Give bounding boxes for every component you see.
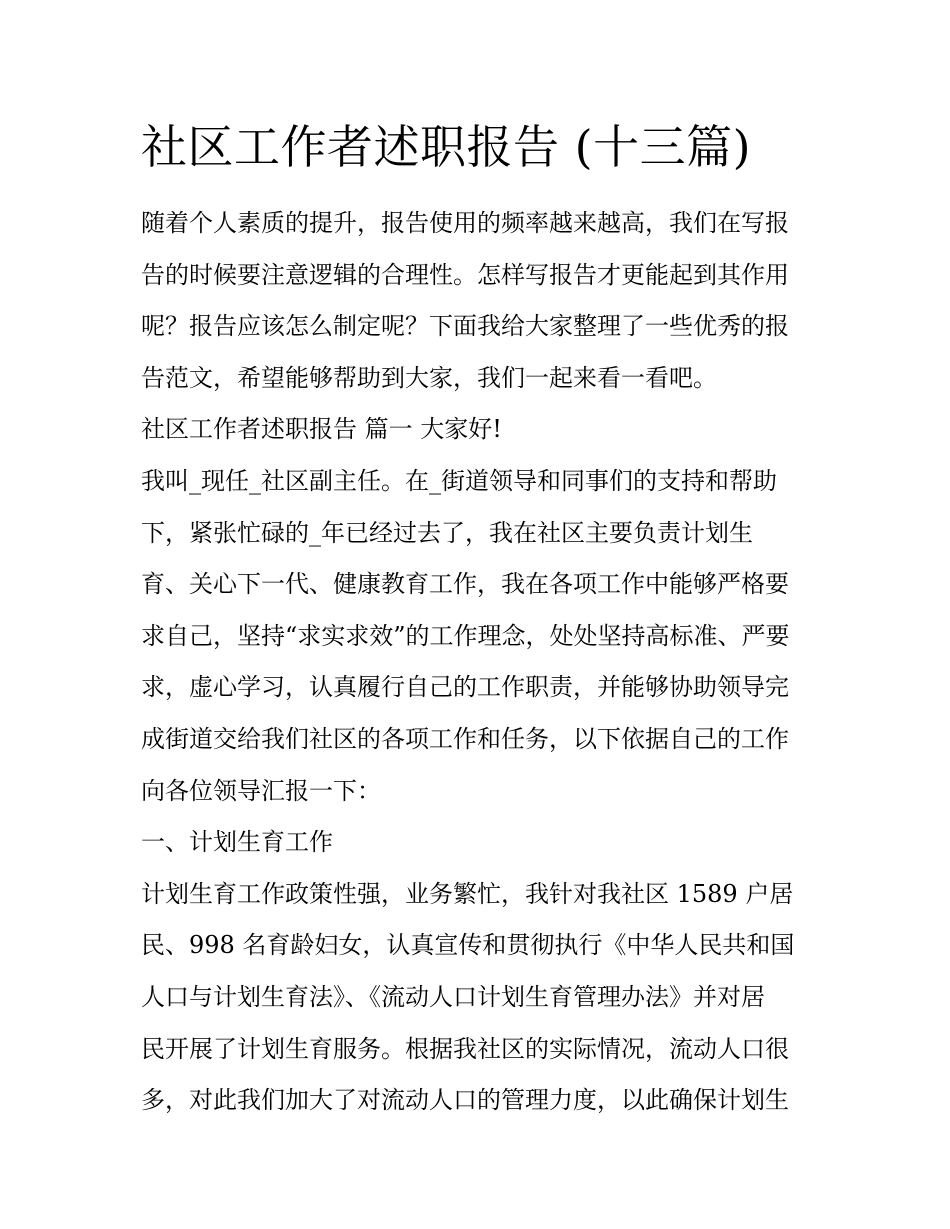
body-line: 求自己，坚持“求实求效”的工作理念，处处坚持高标准、严要 (141, 621, 790, 650)
body-line: 成街道交给我们社区的各项工作和任务，以下依据自己的工作 (141, 724, 789, 753)
body-line: 人口与计划生育法》、《流动人口计划生育管理办法》并对居 (141, 982, 765, 1011)
body-line: 求，虚心学习，认真履行自己的工作职责，并能够协助领导完 (141, 673, 789, 702)
body-line: 告范文，希望能够帮助到大家，我们一起来看一看吧。 (141, 363, 717, 392)
document-title: 社区工作者述职报告 (十三篇) (141, 120, 752, 174)
body-line: 我叫_现任_社区副主任。在_街道领导和同事们的支持和帮助 (141, 466, 777, 495)
body-line: 民、998 名育龄妇女，认真宣传和贯彻执行《中华人民共和国 (141, 931, 795, 960)
body-line: 告的时候要注意逻辑的合理性。怎样写报告才更能起到其作用 (141, 260, 789, 289)
body-line: 向各位领导汇报一下： (141, 776, 381, 805)
document-body (141, 198, 813, 1127)
body-line: 民开展了计划生育服务。根据我社区的实际情况，流动人口很 (141, 1034, 789, 1063)
body-line: 计划生育工作政策性强，业务繁忙，我针对我社区 1589 户居 (141, 879, 794, 908)
body-line: 下，紧张忙碌的_年已经过去了，我在社区主要负责计划生 (141, 518, 753, 547)
body-line: 呢？报告应该怎么制定呢？下面我给大家整理了一些优秀的报 (141, 312, 789, 341)
body-line: 随着个人素质的提升，报告使用的频率越来越高，我们在写报 (141, 209, 789, 237)
subsection-heading: 一、计划生育工作 (141, 828, 333, 857)
body-line: 育、关心下一代、健康教育工作，我在各项工作中能够严格要 (141, 570, 789, 599)
section-heading-line: 社区工作者述职报告 篇一 大家好! (141, 415, 502, 444)
body-line: 多，对此我们加大了对流动人口的管理力度，以此确保计划生 (141, 1086, 789, 1115)
